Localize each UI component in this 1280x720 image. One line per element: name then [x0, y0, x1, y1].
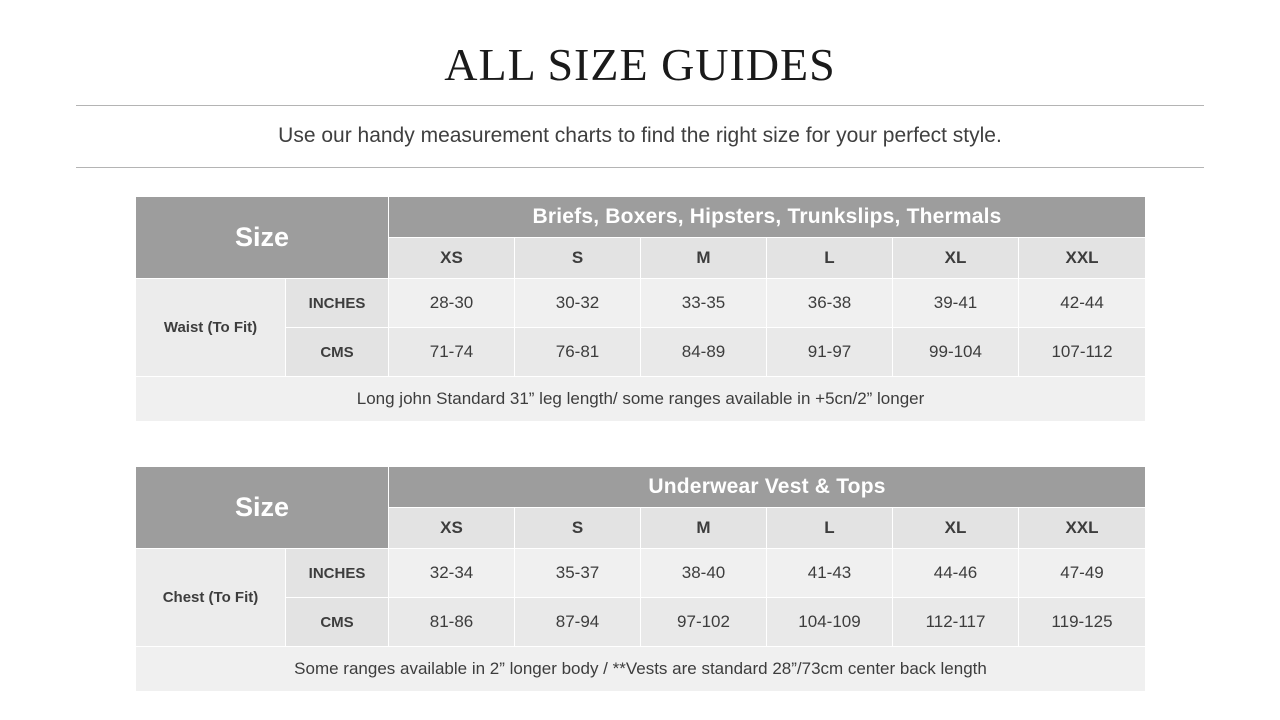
measurement-cell: 81-86	[389, 598, 515, 647]
size-header-cell: Size	[136, 467, 389, 549]
size-code-cell: XL	[893, 508, 1019, 549]
table-row-note	[136, 377, 1146, 422]
measurement-cell: 76-81	[515, 328, 641, 377]
measurement-cell: 44-46	[893, 549, 1019, 598]
group-header-cell: Briefs, Boxers, Hipsters, Trunkslips, Thermals	[389, 197, 1146, 238]
table-row	[136, 598, 1146, 647]
measurement-cell: 30-32	[515, 279, 641, 328]
unit-label: INCHES	[286, 279, 389, 328]
table-row-header-group	[136, 467, 1146, 508]
unit-label: CMS	[286, 598, 389, 647]
measurement-cell: 42-44	[1019, 279, 1146, 328]
measurement-cell: 71-74	[389, 328, 515, 377]
measurement-cell: 28-30	[389, 279, 515, 328]
size-code-cell: XXL	[1019, 508, 1146, 549]
size-code-cell: XXL	[1019, 238, 1146, 279]
measurement-cell: 47-49	[1019, 549, 1146, 598]
measurement-cell: 39-41	[893, 279, 1019, 328]
table-row-note	[136, 647, 1146, 692]
measurement-cell: 112-117	[893, 598, 1019, 647]
measurement-cell: 97-102	[641, 598, 767, 647]
measurement-label: Chest (To Fit)	[136, 549, 286, 647]
measurement-cell: 119-125	[1019, 598, 1146, 647]
measurement-cell: 107-112	[1019, 328, 1146, 377]
table-note: Some ranges available in 2” longer body / **Vests are standard 28”/73cm center back length	[136, 647, 1146, 692]
unit-label: INCHES	[286, 549, 389, 598]
measurement-cell: 33-35	[641, 279, 767, 328]
divider-bottom	[76, 167, 1204, 168]
table-row	[136, 549, 1146, 598]
size-code-cell: L	[767, 238, 893, 279]
size-code-cell: XS	[389, 238, 515, 279]
group-header-cell: Underwear Vest & Tops	[389, 467, 1146, 508]
size-table-bottoms	[135, 196, 1145, 422]
table-row-header-group	[136, 197, 1146, 238]
unit-label: CMS	[286, 328, 389, 377]
size-code-cell: L	[767, 508, 893, 549]
measurement-cell: 36-38	[767, 279, 893, 328]
size-code-cell: S	[515, 508, 641, 549]
size-code-cell: M	[641, 508, 767, 549]
measurement-cell: 41-43	[767, 549, 893, 598]
size-table-tops	[135, 466, 1145, 692]
size-code-cell: S	[515, 238, 641, 279]
measurement-cell: 91-97	[767, 328, 893, 377]
measurement-cell: 32-34	[389, 549, 515, 598]
size-code-cell: XL	[893, 238, 1019, 279]
measurement-cell: 87-94	[515, 598, 641, 647]
page-title: ALL SIZE GUIDES	[444, 39, 836, 90]
page-subtitle: Use our handy measurement charts to find the right size for your perfect style.	[278, 124, 1002, 147]
size-code-cell: M	[641, 238, 767, 279]
measurement-cell: 99-104	[893, 328, 1019, 377]
table-note: Long john Standard 31” leg length/ some ranges available in +5cn/2” longer	[136, 377, 1146, 422]
measurement-cell: 35-37	[515, 549, 641, 598]
table-row	[136, 279, 1146, 328]
measurement-cell: 38-40	[641, 549, 767, 598]
size-header-cell: Size	[136, 197, 389, 279]
size-code-cell: XS	[389, 508, 515, 549]
table-row	[136, 328, 1146, 377]
measurement-cell: 84-89	[641, 328, 767, 377]
measurement-cell: 104-109	[767, 598, 893, 647]
measurement-label: Waist (To Fit)	[136, 279, 286, 377]
